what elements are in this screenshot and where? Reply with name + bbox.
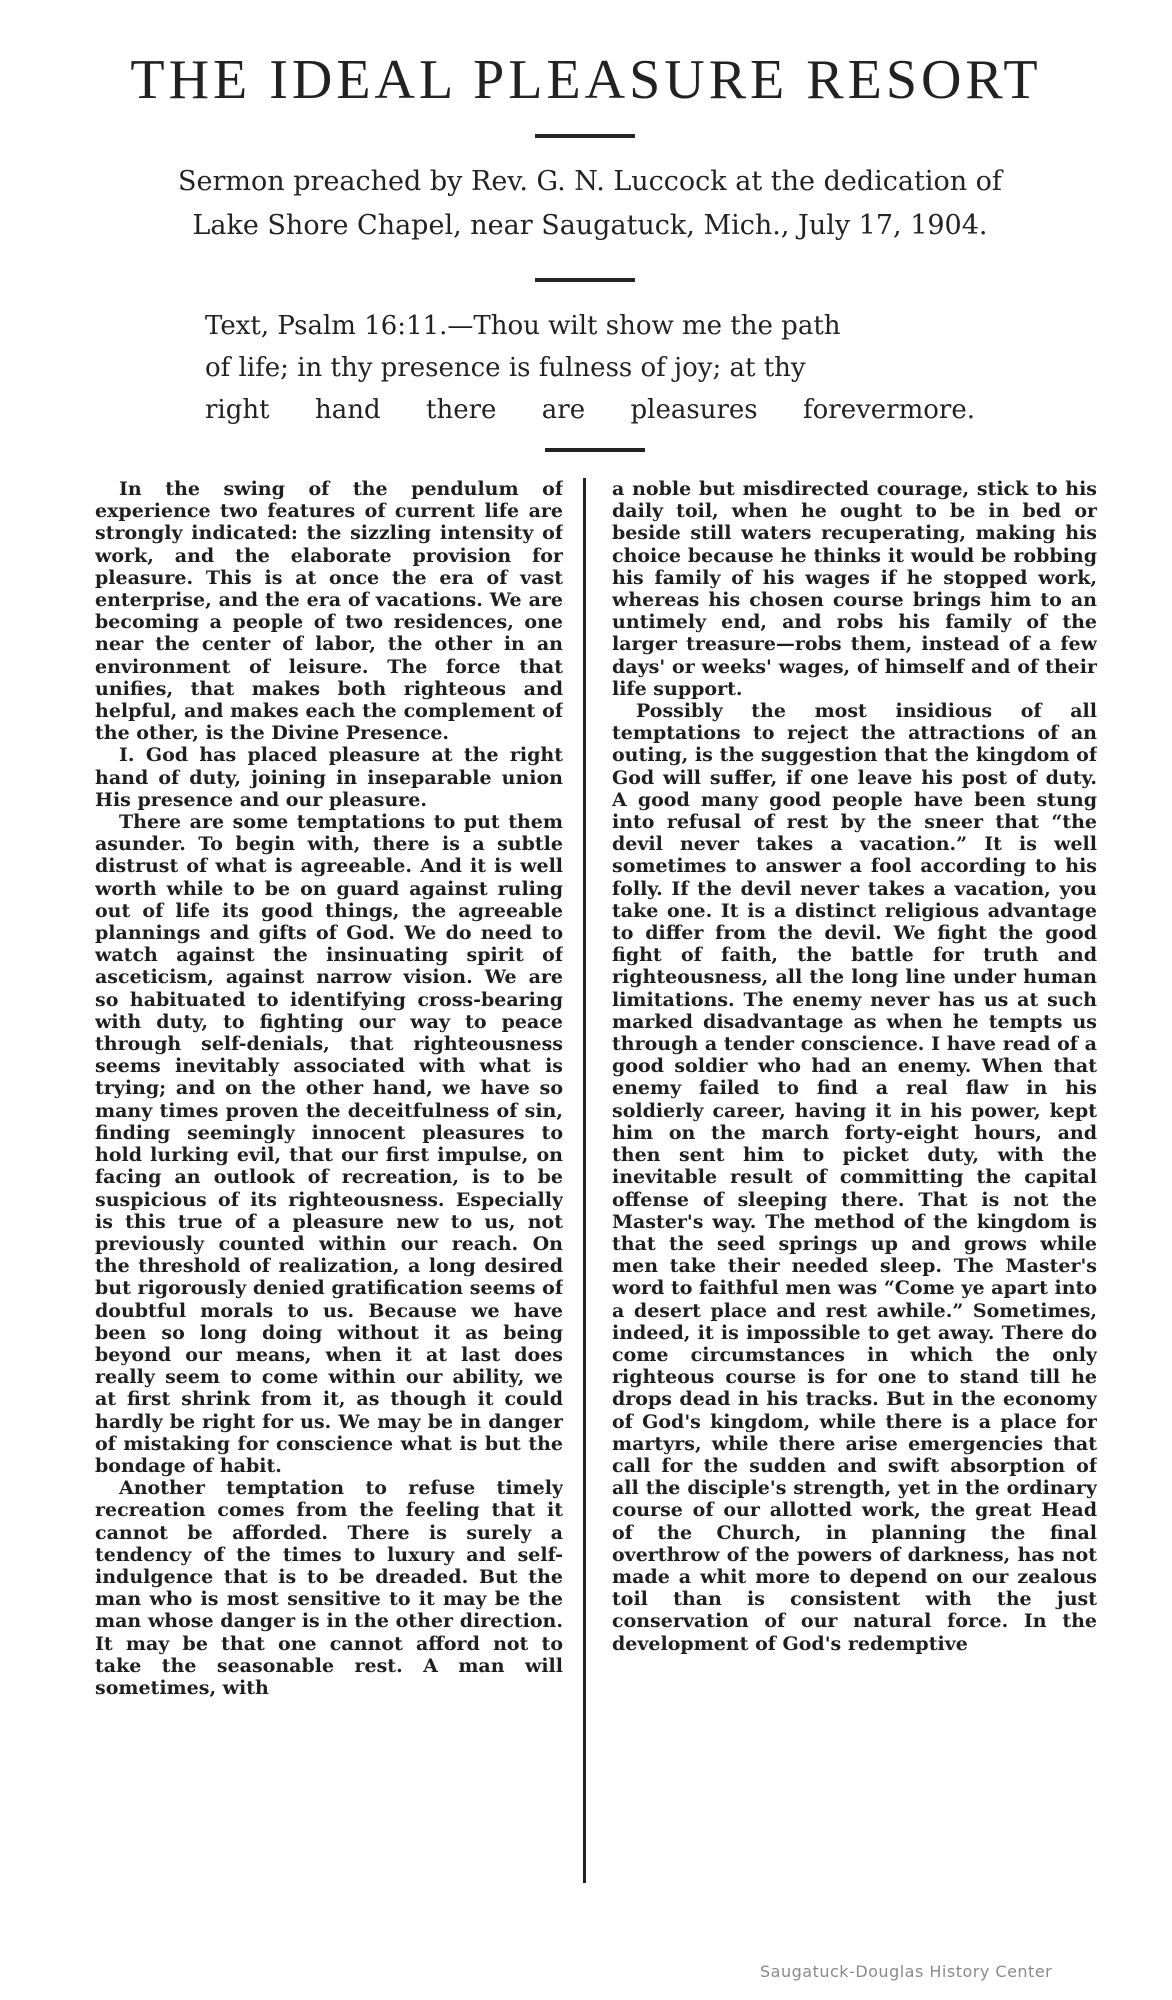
paragraph: Possibly the most insidious of all temptations to reject the attractions of an outing, is the suggestion that the kingdom of God will suffer, if one leave his post of duty. A good many good people have been stung into refusal of rest by the sneer that “the devil never takes a vacation.” It is well sometimes to answer a fool according to his folly. If the devil never takes a vacation, you take one. It is a distinct religious advantage to differ from the devil. We fight the good fight of faith, the battle for truth and righteousness, all the long line under human limitations. The enemy never has us at such marked disadvantage as when he tempts us through a tender conscience. I have read of a good soldier who had an enemy. When that enemy failed to find a real flaw in his soldierly career, having it in his power, kept him on the march forty-eight hours, and then sent him to picket duty, with the inevitable result of committing the capital offense of sleeping there. That is not the Master's way. The method of the kingdom is that the seed springs up and grows while men take their needed sleep. The Master's word to faithful men was “Come ye apart into a desert place and rest awhile.” Sometimes, indeed, it is impossible to get away. There do come circumstances in which the only righteous course is for one to stand till he drops dead in his tracks. But in the economy of God's kingdom, while there is a place for martyrs, while there arise emergencies that call for the sudden and swift absorption of all the disciple's strength, yet in the ordinary course of our allotted work, the great Head of the Church, in planning the final overthrow of the powers of darkness, has not made a whit more to depend on our zealous toil than is consistent with the just conservation of our natural force. In the development of God's redemptive	[612, 700, 1097, 1655]
right-column	[612, 478, 1097, 1978]
paragraph: Another temptation to refuse timely recreation comes from the feeling that it cannot be afforded. There is surely a tendency of the times to luxury and self-indulgence that is to be dreaded. But the man who is most sensitive to it may be the man whose danger is in the other direction. It may be that one cannot afford not to take the seasonable rest. A man will sometimes, with	[95, 1477, 563, 1699]
scripture-line-3: right hand there are pleasures forevermore.	[205, 395, 975, 425]
divider-rule-1	[535, 134, 635, 138]
scripture-line-1: Text, Psalm 16:11.—Thou wilt show me the path	[205, 311, 841, 341]
paragraph: a noble but misdirected courage, stick to his daily toil, when he ought to be in bed or beside still waters recuperating, making his choice because he thinks it would be robbing his family of his wages if he stopped work, whereas his chosen course brings him to an untimely end, and robs his family of the larger treasure—robs them, instead of a few days' or weeks' wages, of himself and of their life support.	[612, 478, 1097, 700]
watermark: Saugatuck-Douglas History Center	[760, 1962, 1053, 1981]
divider-rule-2	[535, 278, 635, 282]
subtitle-line-2: Lake Shore Chapel, near Saugatuck, Mich., July 17, 1904.	[192, 210, 988, 241]
column-divider	[583, 478, 586, 1883]
article-subtitle	[70, 160, 1110, 248]
paragraph: I. God has placed pleasure at the right hand of duty, joining in inseparable union His presence and our pleasure.	[95, 744, 563, 811]
scripture-text	[205, 305, 975, 431]
paragraph: In the swing of the pendulum of experience two features of current life are strongly indicated: the sizzling intensity of work, and the elaborate provision for pleasure. This is at once the era of vast enterprise, and the era of vacations. We are becoming a people of two residences, one near the center of labor, the other in an environment of leisure. The force that unifies, that makes both righteous and helpful, and makes each the complement of the other, is the Divine Presence.	[95, 478, 563, 745]
paragraph: There are some temptations to put them asunder. To begin with, there is a subtle distrust of what is agreeable. And it is well worth while to be on guard against ruling out of life its good things, the agreeable plannings and gifts of God. We do need to watch against the insinuating spirit of asceticism, against narrow vision. We are so habituated to identifying cross-bearing with duty, to fighting our way to peace through self-denials, that righteousness seems inevitably associated with what is trying; and on the other hand, we have so many times proven the deceitfulness of sin, finding seemingly innocent pleasures to hold lurking evil, that our first impulse, on facing an outlook of recreation, is to be suspicious of its righteousness. Especially is this true of a pleasure new to us, not previously counted within our reach. On the threshold of realization, a long desired but rigorously denied gratification seems of doubtful morals to us. Because we have been so long doing without it as being beyond our means, when it at last does really seem to come within our ability, we at first shrink from it, as though it could hardly be right for us. We may be in danger of mistaking for conscience what is but the bondage of habit.	[95, 811, 563, 1477]
article-title: THE IDEAL PLEASURE RESORT	[130, 49, 1042, 111]
left-column	[95, 478, 563, 1978]
subtitle-line-1: Sermon preached by Rev. G. N. Luccock at the dedication of	[178, 166, 1002, 197]
divider-rule-3	[545, 448, 645, 452]
scripture-line-2: of life; in thy presence is fulness of joy; at thy	[205, 353, 806, 383]
